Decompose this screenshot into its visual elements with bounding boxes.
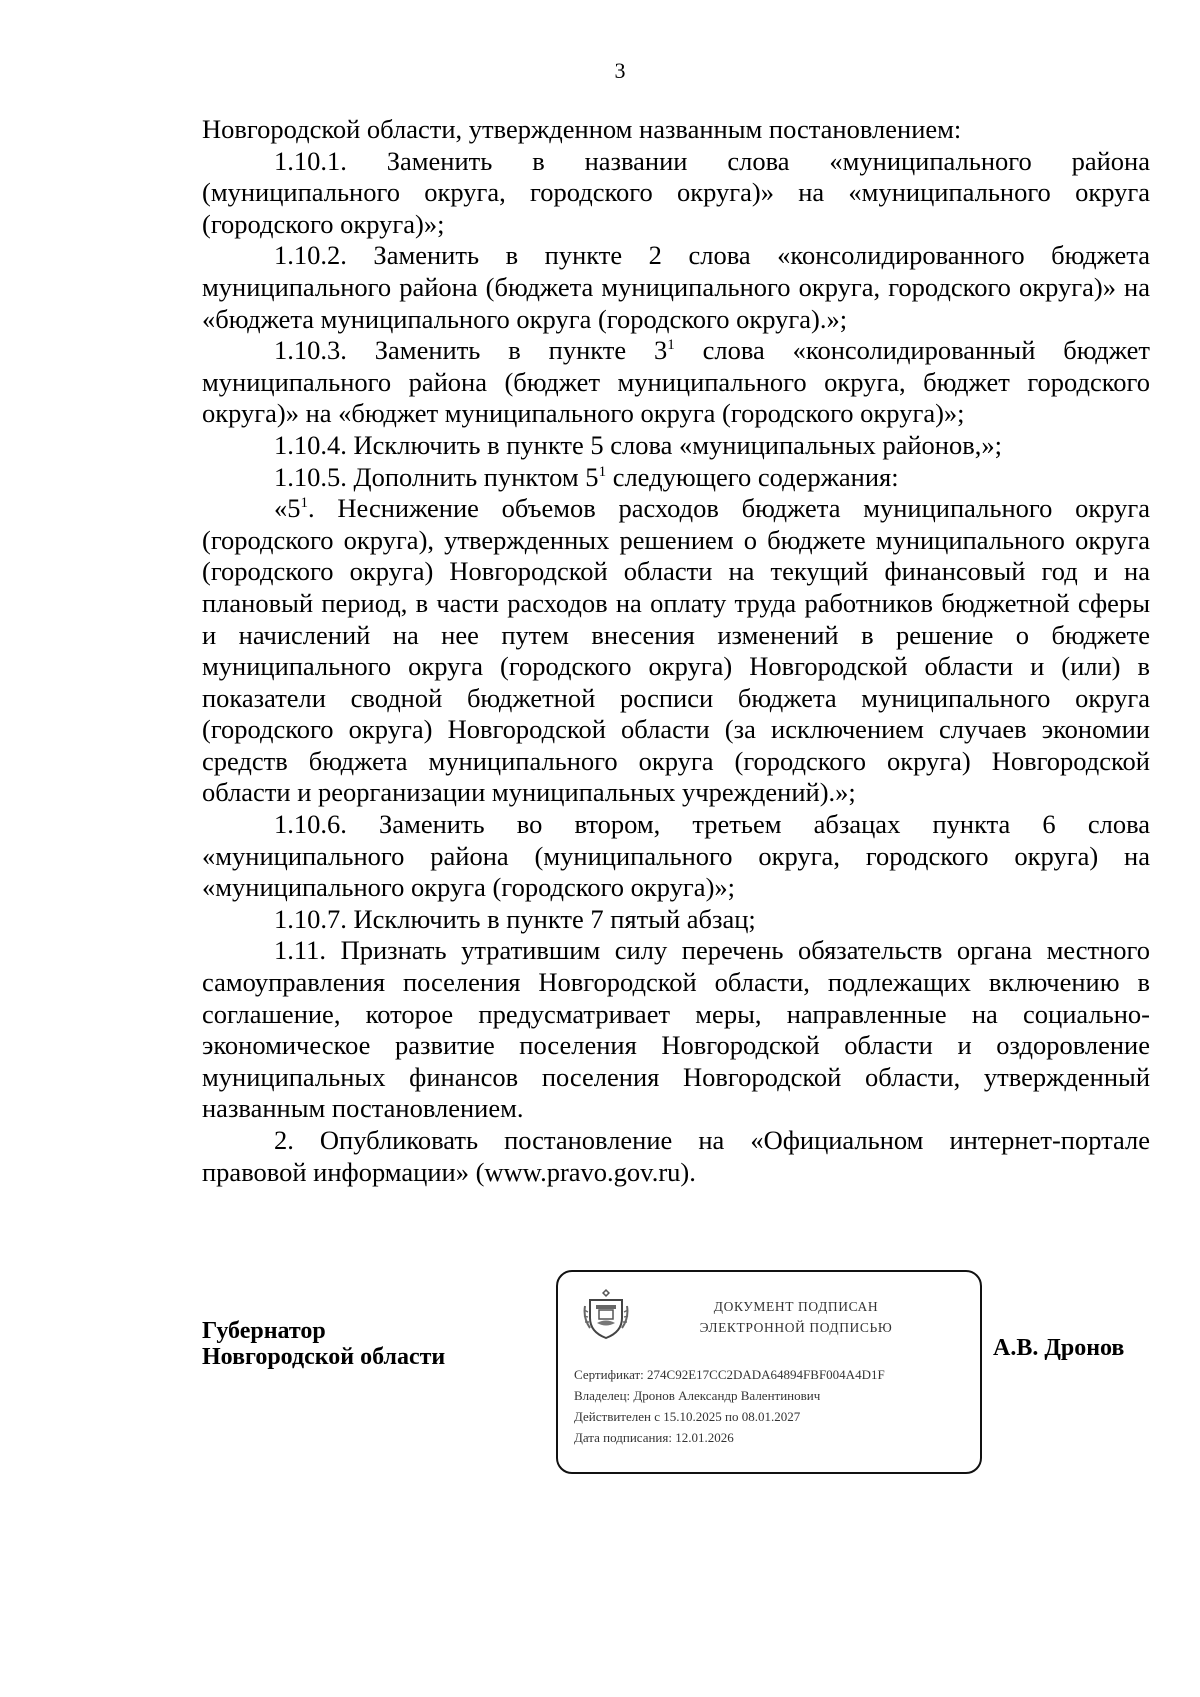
stamp-details: [574, 1364, 974, 1448]
stamp-title-line-2: ЭЛЕКТРОННОЙ ПОДПИСЬЮ: [699, 1320, 893, 1335]
paragraph-text: «5: [274, 493, 301, 524]
paragraph-1-10-4: 1.10.4. Исключить в пункте 5 слова «муниципальных районов,»;: [274, 429, 1002, 460]
paragraph-1-10-1: 1.10.1. Заменить в названии слова «муниципального района (муниципального округа, городского округа)» на «муниципального округа (городского округа)»;: [202, 145, 1150, 239]
stamp-validity: Действителен с 15.10.2025 по 08.01.2027: [574, 1409, 801, 1424]
paragraph-1-10-7: 1.10.7. Исключить в пункте 7 пятый абзац;: [274, 903, 756, 934]
paragraph-1-10-2: 1.10.2. Заменить в пункте 2 слова «консолидированного бюджета муниципального района (бюджета муниципального округа, городского округа)» на «бюджета муниципального округа (городского округа).»;: [202, 240, 1150, 334]
superscript: 1: [667, 337, 675, 354]
stamp-title-line-1: ДОКУМЕНТ ПОДПИСАН: [713, 1299, 879, 1314]
stamp-title: [646, 1296, 946, 1338]
stamp-signed-date: Дата подписания: 12.01.2026: [574, 1430, 734, 1445]
paragraph-1-11: 1.11. Признать утратившим силу перечень обязательств органа местного самоуправления поселения Новгородской области, подлежащих включению в соглашение, которое предусматривает меры, направленные на социально-экономическое развитие поселения Новгородской области и оздоровление муниципальных финансов поселения Новгородской области, утвержденный названным постановлением.: [202, 935, 1150, 1124]
position-line-2: Новгородской области: [202, 1344, 446, 1370]
paragraph-text: слова «консолидированный бюджет муниципального района (бюджет муниципального округа, бюджет городского округа)» на «бюджет муниципального округа (городского округа)»;: [202, 335, 1150, 429]
electronic-signature-stamp: [556, 1270, 982, 1474]
paragraph-continuation: Новгородской области, утвержденном названным постановлением:: [202, 114, 962, 144]
coat-of-arms-icon: [582, 1288, 630, 1340]
page-number: 3: [614, 58, 626, 83]
paragraph-2: 2. Опубликовать постановление на «Официальном интернет-портале правовой информации» (www.pravo.gov.ru).: [202, 1125, 1150, 1187]
paragraph-1-10-6: 1.10.6. Заменить во втором, третьем абзацах пункта 6 слова «муниципального района (муниципального округа, городского округа) на «муниципального округа (городского округа)»;: [202, 809, 1150, 903]
paragraph-text: следующего содержания:: [606, 461, 899, 492]
signatory-name: А.В. Дронов: [993, 1335, 1125, 1361]
superscript: 1: [598, 463, 607, 480]
stamp-owner: Владелец: Дронов Александр Валентинович: [574, 1388, 821, 1403]
paragraph-text: 1.10.5. Дополнить пунктом 5: [274, 461, 599, 492]
paragraph-quote-5-1: [202, 493, 1150, 809]
superscript: 1: [300, 495, 308, 512]
signatory-position: [202, 1318, 445, 1370]
paragraph-text: . Неснижение объемов расходов бюджета муниципального округа (городского округа), утвержденных решением о бюджете муниципального округа (городского округа) Новгородской области на текущий финансовый год и на плановый период, в части расходов на оплату труда работников бюджетной сферы и начислений на нее путем внесения изменений в решение о бюджете муниципального округа (городского округа) Новгородской области и (или) в показатели сводной бюджетной росписи бюджета муниципального округа (городского округа) Новгородской области (за исключением случаев экономии средств бюджета муниципального округа (городского округа) Новгородской области и реорганизации муниципальных учреждений).»;: [202, 493, 1150, 808]
paragraph-1-10-3: [202, 335, 1150, 430]
paragraph-text: 1.10.3. Заменить в пункте 3: [274, 335, 668, 366]
stamp-certificate: Сертификат: 274C92E17CC2DADA64894FBF004A4D1F: [574, 1367, 885, 1382]
paragraph-1-10-5: [202, 462, 1150, 494]
document-body: [202, 114, 1150, 1188]
position-line-1: Губернатор: [202, 1318, 326, 1344]
